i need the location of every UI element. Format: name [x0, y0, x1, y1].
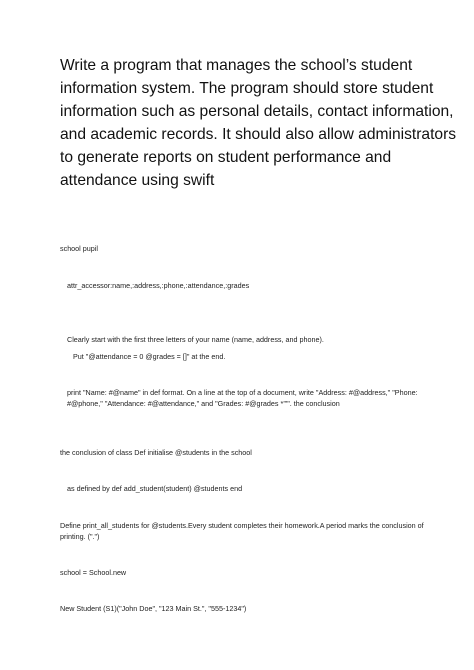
text-line: school = School.new [60, 568, 127, 577]
assignment-heading: Write a program that manages the school’s student information system. The program should store student information such as personal details, contact information, and academic records. It should also allow administrators to generate reports on student performance and attendance using swift [60, 57, 457, 189]
text-line: attr_accessor:name,:address,:phone,:attendance,:grades [67, 281, 250, 290]
text-line: Clearly start with the first three letters of your name (name, address, and phone). [67, 335, 324, 344]
text-line: as defined by def add_student(student) @students end [67, 484, 243, 493]
text-line: New Student (S1)("John Doe", "123 Main St.", "555-1234") [60, 604, 247, 613]
text-line: Define print_all_students for @students.Every student completes their homework.A period marks the conclusion of printing. (".") [60, 521, 426, 541]
text-line: school pupil [60, 244, 98, 253]
text-line: Put "@attendance = 0 @grades = []" at the end. [73, 352, 226, 361]
text-line: the conclusion of class Def initialise @students in the school [60, 448, 252, 457]
text-line: print "Name: #@name" in def format. On a line at the top of a document, write "Address: #@address," "Phone: #@phone," "Attendance: #@attendance," and "Grades: #@grades *'"". the conclusion [67, 388, 420, 408]
